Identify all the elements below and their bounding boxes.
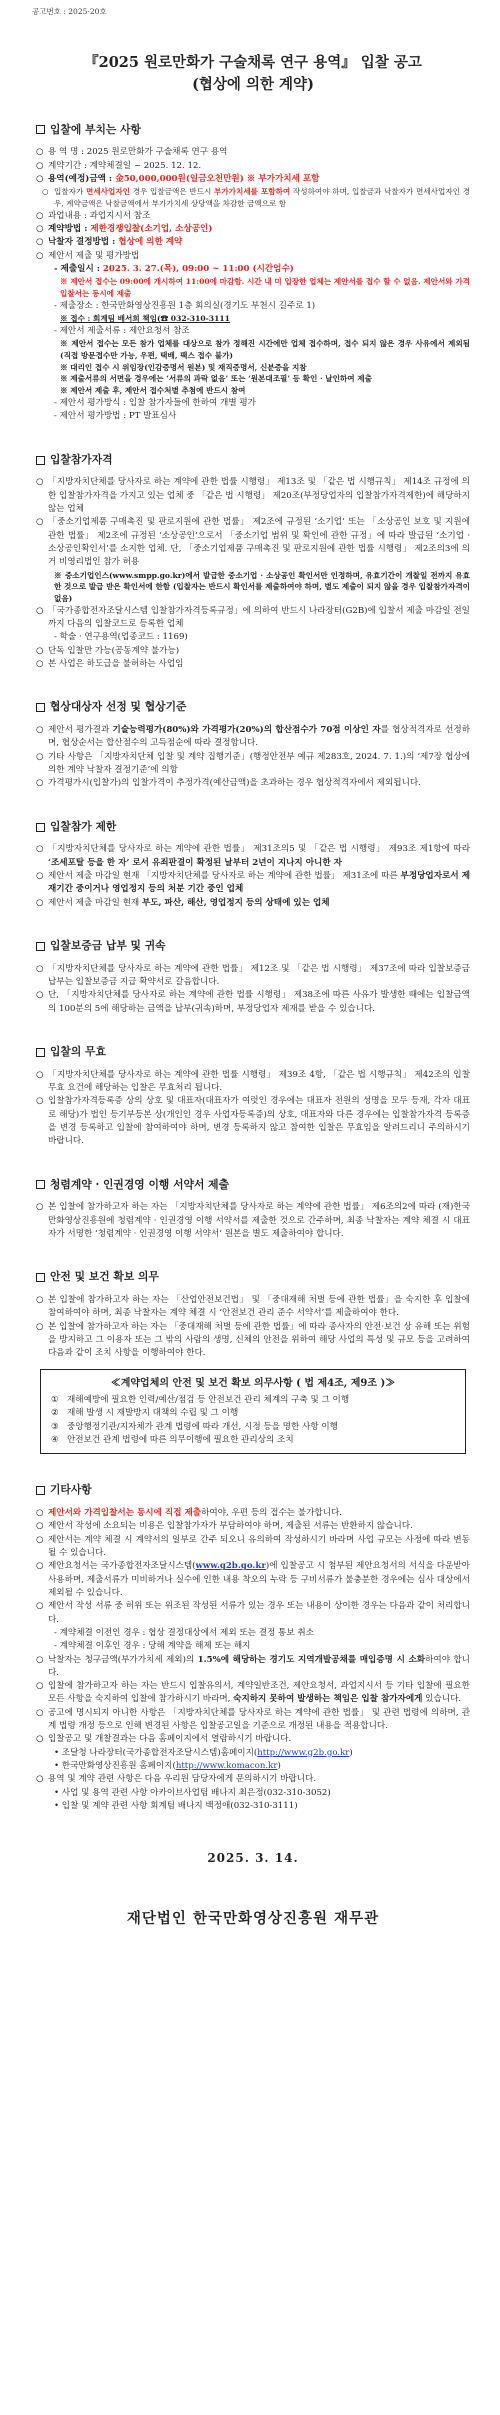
restriction-3: ○ 제안서 제출 마감일 현재 부도, 파산, 해산, 영업정지 등의 상태에 있는 업체 bbox=[36, 897, 330, 908]
winner-method: ○ 낙찰자 결정방법 : 협상에 의한 계약 bbox=[36, 237, 183, 248]
notice-number: 공고번호 : 2025-20호 bbox=[32, 7, 107, 16]
safety-2: ○ 본 입찰에 참가하고자 하는 자는 「중대재해 처벌 등에 관한 법률」에 따라 종사자의 안전·보건 상 유해 또는 위험을 방지하고 그 이용자 또는 그 밖의 사람의 생명, 신체의 안전을 위하여 해당 사업의 특성 및 규모 등을 고려하여 다음과 같이 조치 사항을 이행하여야 한다. bbox=[36, 1321, 470, 1359]
misc-9-site-2: • 한국만화영상진흥원 홈페이지(http://www.komacon.kr) bbox=[54, 1761, 281, 1771]
misc-5-case-2: - 계약체결 이후인 경우 : 당해 계약을 해제 또는 해지 bbox=[54, 1641, 251, 1652]
checkbox-icon bbox=[36, 942, 45, 951]
section-heading: 협상대상자 선정 및 협상기준 bbox=[36, 699, 470, 716]
section-restrictions bbox=[36, 819, 470, 910]
misc-1: ○ 제안서와 가격입찰서는 동시에 직접 제출하여야, 우편 등의 접수는 불가합니다. bbox=[36, 1508, 343, 1519]
section-heading: 입찰의 무효 bbox=[36, 1044, 470, 1061]
misc-5: ○ 제안서 작성 서류 중 허위 또는 위조된 작성된 서류가 있는 경우 또는 내용이 상이한 경우는 다음과 같이 처리합니다. bbox=[36, 1601, 470, 1625]
page-title: 『2025 원로만화가 구술채록 연구 용역』 입찰 공고 bbox=[84, 54, 422, 71]
submission-place: - 제출장소 : 한국만화영상진흥원 1층 회의실(경기도 부천시 길주로 1) bbox=[54, 300, 316, 311]
restriction-1: ○ 「지방자치단체를 당사자로 하는 계약에 관한 법률」 제31조의5 및 「같은 법 시행령」 제93조 제1항에 따라 ‘조세포탈 등을 한 자’ 로서 유죄판결이 확정된 날부터 2년이 지나지 아니한 자 bbox=[36, 844, 470, 868]
section-heading: 안전 및 보건 확보 의무 bbox=[36, 1269, 470, 1286]
submission-docs: - 제안서 제출서류 : 제안요청서 참조 bbox=[54, 325, 190, 336]
submission-heading: ○ 제안서 제출 및 평가방법 bbox=[36, 250, 140, 261]
eligibility-3-code: - 학술 · 연구용역(업종코드 : 1169) bbox=[54, 632, 188, 643]
task-content: ○ 과업내용 : 과업지시서 참조 bbox=[36, 210, 151, 221]
vat-note: ○ 입찰자가 면세사업자인 경우 입찰금액은 반드시 부가가치세를 포함하여 작성하여야 하며, 입찰금과 낙찰자가 면세사업자인 경우, 계약금액은 낙찰금액에서 부가가치세 상당액을 차감한 금액으로 함 bbox=[42, 187, 470, 208]
section-integrity bbox=[36, 1177, 470, 1242]
section-heading: 기타사항 bbox=[36, 1482, 470, 1499]
safety-duty-3: ③ 중앙행정기관/지자체가 관계 법령에 따라 개선, 시정 등을 명한 사항 이행 bbox=[51, 1421, 338, 1432]
notice-note-3: ※ 제출서류의 서면을 경우에는 ‘서류의 과락 없음’ 또는 ‘원본대조필’ 등 확인 · 날인하여 제출 bbox=[60, 374, 372, 384]
misc-7: ○ 입찰에 참가하고자 하는 자는 반드시 입찰유의서, 계약일반조건, 제안요청서, 과업지시서 등 기타 입찰에 필요한 모든 사항을 숙지하여 입찰에 참가하시기 바라며, 숙지하지 못하여 발생하는 책임은 입찰 참가자에게 있습니다. bbox=[36, 1681, 470, 1705]
eligibility-1: ○ 「지방자치단체를 당사자로 하는 계약에 관한 법률 시행령」 제13조 및 「같은 법 시행규칙」 제14조 규정에 의한 입찰참가자격을 가지고 있는 업체 중 「같은 법 시행령」 제20조(부정당업자의 입찰참가자격제한)에 해당하지 않는 업체 bbox=[36, 477, 470, 514]
g2b-link[interactable]: www.g2b.go.kr bbox=[195, 1561, 266, 1572]
section-misc bbox=[36, 1482, 470, 1813]
checkbox-icon bbox=[36, 1486, 45, 1495]
notice-note-1: ※ 제안서 접수는 모든 참가 업체를 대상으로 참가 정해진 시간에만 업체 접수하며, 접수 되지 않은 경우 사유에서 제외됨 (직접 방문접수만 가능, 우편, 택배, 팩스 접수 불가) bbox=[60, 339, 470, 360]
misc-5-case-1: - 계약체결 이전인 경우 : 협상 결정대상에서 제외 또는 결정 통보 취소 bbox=[54, 1627, 314, 1638]
misc-8: ○ 공고에 명시되지 아니한 사항은 「지방자치단체를 당사자로 하는 계약에 관한 법률」 및 관련 법령에 의하며, 관계 법령 개정 등으로 인해 변경된 사항은 입찰공고일을 기준으로 개정된 내용을 적용합니다. bbox=[36, 1707, 470, 1732]
invalid-2: ○ 입찰참가자격등록증 상의 상호 및 대표자(대표자가 여럿인 경우에는 대표자 전원의 성명을 모두 등재, 각자 대표로 해당)가 법인 등기부등본 상(개인인 경우 사업자등록증)의 상호, 대표자와 다른 경우에는 입찰참가자격 등록증을 변경 등록하고 입찰에 참여하여야 하며, 변경 등록하지 않고 참여한 입찰은 무효임을 알려드리니 주의하시기 바랍니다. bbox=[36, 1096, 470, 1147]
section-heading: 입찰보증금 납부 및 귀속 bbox=[36, 938, 470, 955]
g2b-homepage-link[interactable]: http://www.g2b.go.kr bbox=[257, 1747, 350, 1758]
eligibility-2: ○ 「중소기업제품 구매촉진 및 판로지원에 관한 법률」 제2조에 규정된 ‘소기업’ 또는 「소상공인 보호 및 지원에 관한 법률」 제2조에 규정된 ‘소상공인’으로서 「중소기업 범위 및 확인에 관한 규정」에 따라 발급된 ‘소기업 · 소상공인확인서’를 소지한 업체. 단, 「중소기업제품 구매촉진 및 판로지원에 관한 법률 시행령」 제2조의3에 의거 비영리법인 참가 허용 bbox=[36, 517, 470, 568]
issuer: 재단법인 한국만화영상진흥원 재무관 bbox=[126, 1909, 380, 1927]
misc-4: ○ 제안요청서는 국가종합전자조달시스템(www.g2b.go.kr)에 입찰공고 시 첨부된 제안요청서의 서식을 다운받아 사용하며, 제출서류가 미비하거나 실수에 인한 내용 착오의 누락 등 구비서류가 불충분한 경우에는 심사 대상에서 제외될 수 있습니다. bbox=[36, 1561, 470, 1598]
contact-note: ※ 접수 : 회계팀 배서희 책임(☎ 032-310-3111 bbox=[60, 314, 230, 324]
section-negotiation bbox=[36, 699, 470, 790]
safety-duty-2: ② 재해 발생 시 재발방지 대책의 수립 및 그 이행 bbox=[51, 1408, 239, 1419]
section-invalid bbox=[36, 1044, 470, 1149]
section-heading: 입찰에 부치는 사항 bbox=[36, 122, 470, 139]
section-eligibility bbox=[36, 452, 470, 672]
negotiation-1: ○ 제안서 평가결과 기술능력평가(80%)와 가격평가(20%)의 합산점수가 70점 이상인 자를 협상적격자로 선정하며, 협상순서는 합산점수의 고득점순에 따라 결정함니다. bbox=[36, 725, 470, 749]
misc-10-contact-2: • 입찰 및 계약 관련 사항 회계팀 배나지 백정애(032-310-3111) bbox=[54, 1800, 298, 1811]
section-heading: 입찰참가 제한 bbox=[36, 819, 470, 836]
restriction-2: ○ 제안서 제출 마감일 현재 「지방자치단체를 당사자로 하는 계약에 관한 법률」 제31조에 따른 부정당업자로서 제재기간 중이거나 영업정지 등의 처분 기간 중인 업체 bbox=[36, 871, 470, 895]
safety-duties-box bbox=[40, 1369, 466, 1455]
section-bid-items bbox=[36, 122, 470, 424]
budget: ○ 용역(예정)금액 : 金50,000,000원(일금오천만원) ※ 부가가치세 포함 bbox=[36, 173, 320, 184]
service-name: ○ 용 역 명 : 2025 원로만화가 구술채록 연구 용역 bbox=[36, 147, 228, 158]
notice-date: 2025. 3. 14. bbox=[207, 1851, 299, 1866]
misc-6: ○ 낙찰자는 청구금액(부가가치세 제외)의 1.5%에 해당하는 경기도 지역개발공채를 매입증명 시 소화하여야 합니다. bbox=[36, 1654, 470, 1678]
notice-note-2: ※ 대리인 접수 시 위임장(인감증명서 원본) 및 재직증명서, 신분증을 지참 bbox=[60, 362, 307, 372]
section-safety bbox=[36, 1269, 470, 1454]
negotiation-2: ○ 기타 사항은 「지방자치단체 입찰 및 계약 집행기준」(행정안전부 예규 제283호, 2024. 7. 1.)의 ‘제7장 협상에 의한 계약 낙찰자 결정기준’에 의함 bbox=[36, 751, 470, 776]
section-heading: 입찰참가자격 bbox=[36, 452, 470, 469]
evaluation-method: - 제안서 평가방법 : PT 발표심사 bbox=[54, 411, 177, 422]
eligibility-5: ○ 본 사업은 하도급을 불허하는 사업임 bbox=[36, 659, 184, 670]
submission-time: - 제출일시 : 2025. 3. 27.(목), 09:00 ~ 11:00 (시간엄수) bbox=[54, 263, 294, 274]
notice-note-4: ※ 제안서 제출 후, 제안서 접수처별 추첨에 반드시 참여 bbox=[60, 386, 246, 396]
page-subtitle: (협상에 의한 계약) bbox=[192, 75, 314, 93]
checkbox-icon bbox=[36, 456, 45, 465]
safety-1: ○ 본 입찰에 참가하고자 하는 자는 「산업안전보건법」 및 「중대재해 처벌 등에 관한 법률」을 숙지한 후 입찰에 참여하여야 하며, 최종 낙찰자는 계약 체결 시 ‘안전보건 관리 준수 서약서’를 제출하여야 한다. bbox=[36, 1295, 470, 1319]
invalid-1: ○ 「지방자치단체를 당사자로 하는 계약에 관한 법률 시행령」 제39조 4항, 「같은 법 시행규칙」 제42조의 입찰무효 요건에 해당하는 입찰은 무효처리 됩니다. bbox=[36, 1069, 470, 1094]
safety-duty-4: ④ 안전보건 관계 법령에 따른 의무이행에 필요한 관리상의 조치 bbox=[51, 1435, 294, 1446]
contract-period: ○ 계약기간 : 계약체결일 ~ 2025. 12. 12. bbox=[36, 160, 202, 171]
misc-10: ○ 용역 및 계약 관련 사항은 다음 우리원 담당자에게 문의하시기 바랍니다. bbox=[36, 1774, 317, 1785]
checkbox-icon bbox=[36, 703, 45, 712]
deposit-1: ○ 「지방자치단체를 당사자로 하는 계약에 관한 법률」 제12조 및 「같은 법 시행령」 제37조에 따라 입찰보증금 납부는 입찰보증금 지급 확약서로 갈음합니다. bbox=[36, 963, 470, 988]
checkbox-icon bbox=[36, 1048, 45, 1057]
misc-9: ○ 입찰공고 및 개찰결과는 다음 홈페이지에서 열람하시기 바랍니다. bbox=[36, 1734, 292, 1745]
integrity-1: ○ 본 입찰에 참가하고자 하는 자는 「지방자치단체를 당사자로 하는 계약에 관한 법률」 제6조의2에 따라 (재)한국만화영상진흥원에 청렴계약 · 인권경영 이행 서약서를 제출한 것으로 간주하며, 최종 낙찰자는 계약 체결 시 대표자가 서명한 ‘청렴계약 · 인권경영 이행 서약서’ 원본을 별도 제출하여야 합니다. bbox=[36, 1202, 470, 1239]
safety-box-title: ≪계약업체의 안전 및 보건 확보 의무사항 ( 법 제4조, 제9조 )≫ bbox=[110, 1377, 396, 1389]
misc-10-contact-1: • 사업 및 용역 관련 사항 아카이브사업팀 배나지 최은정(032-310-3052) bbox=[54, 1787, 331, 1798]
komacon-homepage-link[interactable]: http://www.komacon.kr bbox=[175, 1761, 278, 1771]
section-deposit bbox=[36, 938, 470, 1016]
checkbox-icon bbox=[36, 125, 45, 134]
checkbox-icon bbox=[36, 823, 45, 832]
deposit-2: ○ 단, 「지방자치단체를 당사자로 하는 계약에 관한 법률 시행령」 제38조에 따른 사유가 발생한 때에는 입찰금액의 100분의 5에 해당하는 금액을 납부(귀속)하며, 부정당업자 제재를 받을 수 있습니다. bbox=[36, 990, 470, 1014]
checkbox-icon bbox=[36, 1273, 45, 1282]
misc-2: ○ 제안서 작성에 소요되는 비용은 입찰참가자가 부담하여야 하며, 제출된 서류는 반환하지 않습니다. bbox=[36, 1521, 413, 1532]
eligibility-4: ○ 단독 입찰만 가능(공동계약 불가능) bbox=[36, 645, 180, 656]
eligibility-3: ○ 「국가종합전자조달시스템 입찰참가자격등록규정」에 의하여 반드시 나라장터(G2B)에 입찰서 제출 마감일 전일까지 다음의 입찰코드로 등록한 업체 bbox=[36, 605, 470, 630]
negotiation-3: ○ 가격평가시(입찰가)의 입찰가격이 추정가격(예산금액)을 초과하는 경우 협상적격자에서 제외됩니다. bbox=[36, 778, 421, 789]
section-heading: 청렴계약 · 인권경영 이행 서약서 제출 bbox=[36, 1177, 470, 1194]
checkbox-icon bbox=[36, 1180, 45, 1189]
submission-note: ※ 제안서 접수는 09:00에 개시하여 11:00에 마감함. 시간 내 미 입장한 업체는 제안서를 접수 할 수 없음. 제안서와 가격입찰서는 동시에 제출 bbox=[60, 277, 470, 299]
misc-3: ○ 제안서는 계약 체결 시 계약서의 일부로 간주 되오니 유의하여 작성하시기 바라며 사업 규모는 사정에 따라 변동될 수 있습니다. bbox=[36, 1534, 470, 1558]
eligibility-2-note: ※ 중소기업인스(www.smpp.go.kr)에서 발급한 중소기업 · 소상공인 확인서만 인정하며, 유효기간이 개찰일 전까지 유효한 것으로 발급 받은 확인서에 한함 (입찰자는 반드시 확인서를 제출하여야 하며, 별도 제출이 되지 않을 경우 입찰참가자격이 없음) bbox=[54, 570, 470, 604]
contract-method: ○ 계약방법 : 제한경쟁입찰(소기업, 소상공인) bbox=[36, 224, 213, 235]
safety-duty-1: ① 재해예방에 필요한 인력/예산/점검 등 안전보건 관리 체계의 구축 및 그 이행 bbox=[51, 1395, 350, 1406]
misc-9-site-1: • 조달청 나라장터(국가종합전자조달시스템)홈페이지(http://www.g2b.go.kr) bbox=[54, 1747, 353, 1758]
evaluation-type: - 제안서 평가방식 : 입찰 참가자들에 한하여 개별 평가 bbox=[54, 398, 256, 409]
